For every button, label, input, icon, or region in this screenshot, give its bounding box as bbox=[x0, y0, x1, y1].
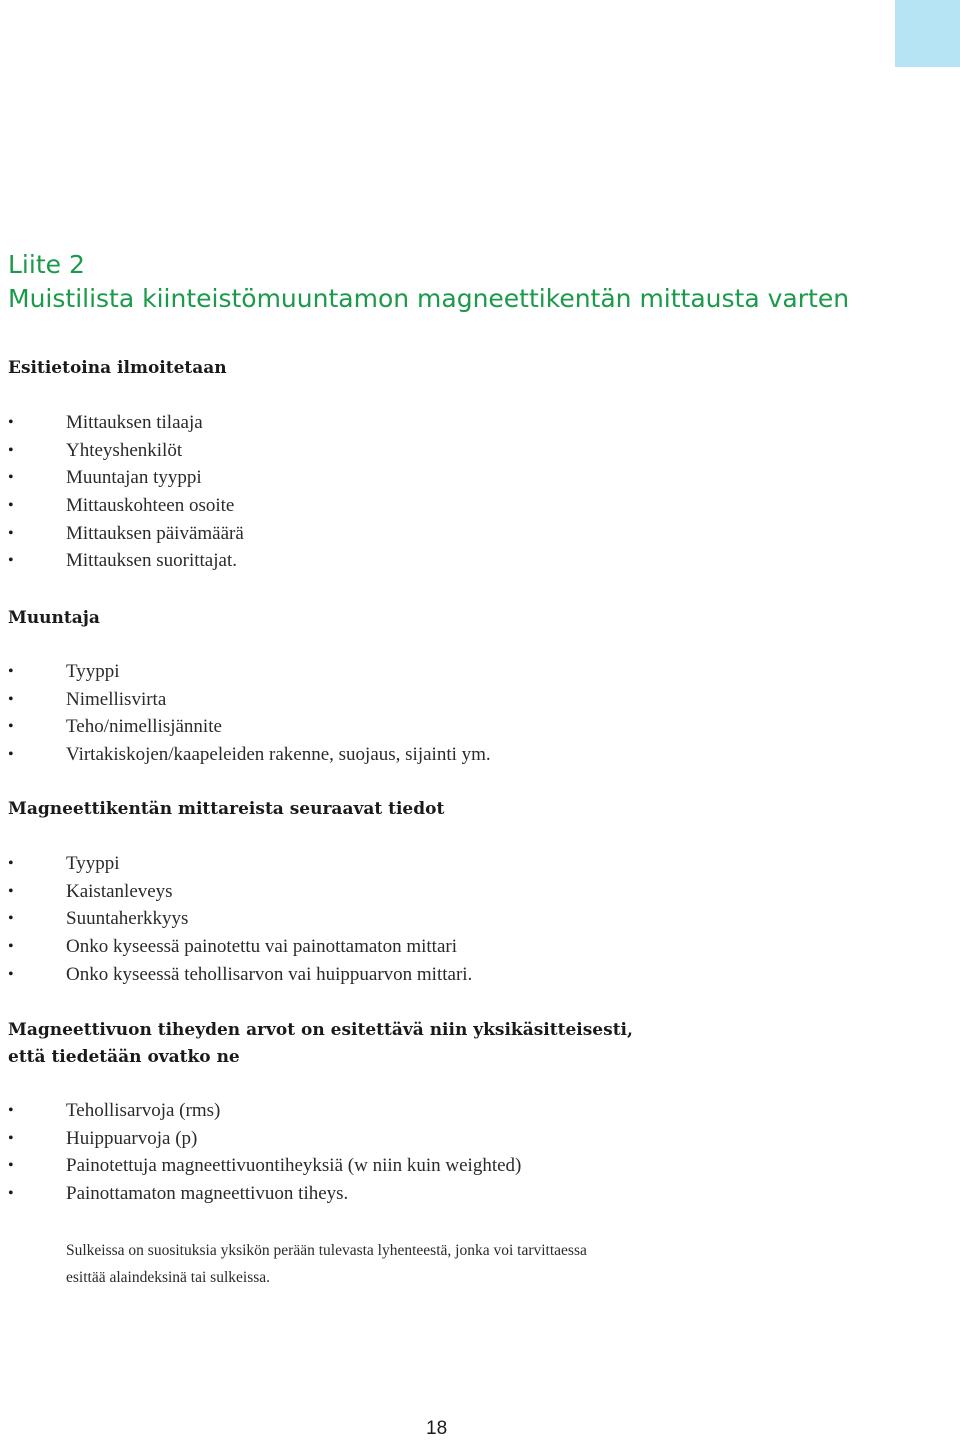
page-title: Muistilista kiinteistömuuntamon magneettikentän mittausta varten bbox=[8, 284, 850, 313]
list-item: • Painotettuja magneettivuontiheyksiä (w niin kuin weighted) bbox=[8, 1152, 521, 1180]
list-mittarit bbox=[8, 850, 472, 988]
list-magneettivuo bbox=[8, 1097, 521, 1208]
list-item: • Tehollisarvoja (rms) bbox=[8, 1097, 521, 1125]
list-item: • Mittauksen tilaaja bbox=[8, 409, 244, 437]
bullet-icon: • bbox=[8, 1185, 14, 1203]
bullet-icon: • bbox=[8, 882, 14, 900]
bullet-icon: • bbox=[8, 1102, 14, 1119]
list-item: • Tyyppi bbox=[8, 658, 491, 686]
bullet-icon: • bbox=[8, 855, 14, 872]
bullet-icon: • bbox=[8, 414, 14, 431]
footnote bbox=[66, 1237, 587, 1291]
appendix-label: Liite 2 bbox=[8, 250, 85, 279]
bullet-icon: • bbox=[8, 552, 14, 570]
page-number: 18 bbox=[426, 1418, 448, 1439]
list-item: • Teho/nimellisjännite bbox=[8, 713, 491, 741]
list-item: • Painottamaton magneettivuon tiheys. bbox=[8, 1180, 521, 1208]
section-heading-magneettivuo-cont: että tiedetään ovatko ne bbox=[8, 1047, 240, 1067]
list-item: • Mittauskohteen osoite bbox=[8, 492, 244, 520]
list-item: • Muuntajan tyyppi bbox=[8, 464, 244, 492]
section-heading-mittarit: Magneettikentän mittareista seuraavat tiedot bbox=[8, 799, 445, 819]
appendix-title bbox=[8, 248, 849, 316]
section-heading-muuntaja: Muuntaja bbox=[8, 608, 100, 628]
list-muuntaja bbox=[8, 658, 491, 769]
bullet-icon: • bbox=[8, 690, 14, 708]
list-item: • Mittauksen päivämäärä bbox=[8, 520, 244, 548]
bullet-icon: • bbox=[8, 663, 14, 680]
footnote-line: esittää alaindeksinä tai sulkeissa. bbox=[66, 1269, 271, 1286]
bullet-icon: • bbox=[8, 469, 14, 487]
bullet-icon: • bbox=[8, 441, 14, 459]
bullet-icon: • bbox=[8, 1157, 14, 1175]
list-item: • Onko kyseessä painotettu vai painottamaton mittari bbox=[8, 933, 472, 961]
list-item: • Onko kyseessä tehollisarvon vai huippuarvon mittari. bbox=[8, 961, 472, 989]
list-item: • Virtakiskojen/kaapeleiden rakenne, suojaus, sijainti ym. bbox=[8, 741, 491, 769]
bullet-icon: • bbox=[8, 965, 14, 983]
list-item: • Huippuarvoja (p) bbox=[8, 1125, 521, 1153]
list-item: • Suuntaherkkyys bbox=[8, 905, 472, 933]
list-item: • Kaistanleveys bbox=[8, 878, 472, 906]
bullet-icon: • bbox=[8, 938, 14, 956]
list-item: • Mittauksen suorittajat. bbox=[8, 547, 244, 575]
bullet-icon: • bbox=[8, 1129, 14, 1147]
list-item: • Tyyppi bbox=[8, 850, 472, 878]
list-esitiedot bbox=[8, 409, 244, 575]
list-item: • Nimellisvirta bbox=[8, 686, 491, 714]
bullet-icon: • bbox=[8, 910, 14, 928]
section-heading-magneettivuo: Magneettivuon tiheyden arvot on esitettävä niin yksikäsitteisesti, bbox=[8, 1020, 633, 1040]
bullet-icon: • bbox=[8, 746, 14, 764]
bullet-icon: • bbox=[8, 524, 14, 542]
corner-tab bbox=[895, 0, 960, 67]
section-heading-esitiedot: Esitietoina ilmoitetaan bbox=[8, 358, 227, 378]
bullet-icon: • bbox=[8, 718, 14, 736]
footnote-line: Sulkeissa on suosituksia yksikön perään tulevasta lyhenteestä, jonka voi tarvittaessa bbox=[66, 1242, 587, 1259]
bullet-icon: • bbox=[8, 497, 14, 515]
list-item: • Yhteyshenkilöt bbox=[8, 437, 244, 465]
